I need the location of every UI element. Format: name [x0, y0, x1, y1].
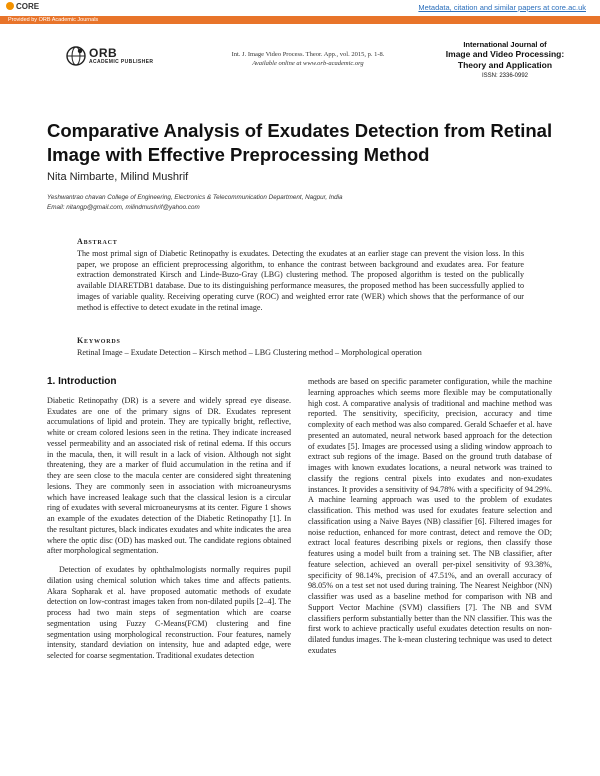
keywords-text: Retinal Image – Exudate Detection – Kirsch method – LBG Clustering method – Morphological operation	[77, 347, 422, 357]
keywords-heading: Keywords	[77, 336, 121, 345]
paper-authors: Nita Nimbarte, Milind Mushrif	[47, 171, 189, 183]
provider-bar	[0, 16, 600, 24]
publisher-name: ORB	[89, 46, 118, 60]
core-logo[interactable]: CORE	[6, 2, 39, 11]
intro-paragraph-1: Diabetic Retinopathy (DR) is a severe and widely spread eye disease. Exudates are one of the primary signs of DR. Exudates represent accumulations of lipid and protein. They are typically bright, reflective, white or cream colored lesions seen in the retina. They indicate increased vessel permeability and an associated risk of retinal edema. If this occurs in the macula, then, it will result in a lack of vision. Although not sight threatening, they are a marker of fluid accumulation in the retina and if they are seen close to the macula center are considered sight threatening lesions. They are commonly seen in association with microaneurysms which have increased leakage such that the classical lesion is a circular ring of exudates with several microaneurysms at its center. Figure 1 shows an example of the exudates detection of the Diabetic Retinopathy [1]. In the resultant pictures, black indicates exudates and white indicates the area where the optic disc (OD) has masked out. The candidate regions obtained after morphological segmentation.	[47, 395, 291, 556]
section-heading-introduction: 1. Introduction	[47, 376, 117, 387]
journal-line-2: Image and Video Processing:	[445, 49, 565, 59]
publisher-subtitle: ACADEMIC PUBLISHER	[89, 59, 154, 65]
journal-header	[0, 36, 600, 86]
citation-block	[208, 50, 408, 68]
abstract-section	[77, 237, 524, 314]
right-column	[308, 377, 552, 657]
citation-text: Int. J. Image Video Process. Theor. App., vol. 2015, p. 1-8.	[231, 51, 385, 58]
provided-by-link[interactable]: Provided by ORB Academic Journals	[8, 17, 99, 23]
left-column	[47, 377, 291, 662]
orb-globe-icon	[66, 46, 86, 66]
intro-paragraph-3: methods are based on specific parameter configuration, while the machine learning approaches which seems more flexible may be computationally high cost. A comparative analysis of traditional and machine method was reported. The sensitivity, specificity, precision, accuracy and time complexity of each method was also compared. Gerald Schaefer et al. have presented an automated, neural network based approach for the detection of exudates [5]. Images are processed using a sliding window approach to extract sub regions of the image. Based on the ground truth database of images with known exudates locations, a neural network was trained to classify the regions central pixels into exudates and non-exudates instances. It provides a sensitivity of 94.78% with a specificity of 94.29%. A machine learning approach was used to the problem of exudates classification. This method was used for exudates feature selection and classification using a Naive Bayes (NB) classifier [6]. Filtered images for noise reduction, enhanced for more contrast, detect and remove the OD; extract local features describing pixels or regions, then classify those features using a model built from a training set. The NB classifier, after feature selection, achieved an overall per-pixel sensitivity of 93.38%, specificity of 98.14%, precision of 47.51%, and an overall accuracy of 98.05% on a test set not used during training. The Nearest Neighbor (NN) classifier was used as a baseline method for comparison with NB and Support Vector Machine (SVM) classifiers [7]. The NB and SVM classifiers perform substantially better than the NN classifier. This was the first work to achieve practically useful exudates detection results on non-dilated fundus images. The k-mean clustering technique was used to detect exudates	[308, 377, 552, 655]
core-banner	[0, 0, 600, 15]
affiliation-text: Yeshwantrao chavan College of Engineering, Electronics & Telecommunication Department, Nagpur, India	[47, 194, 343, 201]
metadata-link[interactable]: Metadata, citation and similar papers at core.ac.uk	[418, 3, 586, 12]
abstract-heading: Abstract	[77, 237, 118, 246]
keywords-section	[77, 336, 524, 359]
journal-line-1: International Journal of	[463, 40, 547, 49]
journal-name	[425, 40, 585, 81]
author-affiliation	[47, 193, 567, 213]
availability-text: Available online at www.orb-academic.org	[252, 60, 364, 67]
author-email: Email: nitangp@gmail.com, milindmushrif@yahoo.com	[47, 204, 200, 211]
paper-title: Comparative Analysis of Exudates Detection from Retinal Image with Effective Preprocessing Method	[47, 120, 553, 165]
issn: ISSN: 2336-0992	[481, 73, 529, 79]
abstract-text: The most primal sign of Diabetic Retinopathy is exudates. Detecting the exudates at an earlier stage can prevent the vision loss. In this paper, we propose an efficient preprocessing algorithm, to enhance the contrast between background and exudates area. For feature extraction demonstrated Kirsch and Linde-Buzo-Gray (LBG) clustering method. The proposed algorithm is tested on the publically available DIARETDB1 database. Due to its distinguishing performance measures, the proposed method has been successfully applied to images of variable quality. Receiving operating curve (ROC) and weighted error rate (WER) which shows that the performance of our method is effective to detect exudate in the retinal image.	[77, 248, 524, 312]
intro-paragraph-2: Detection of exudates by ophthalmologists normally requires pupil dilation using chemical solution which takes time and affects patients. Akara Sopharak et al. have proposed automatic methods of exudate detection on low-contrast images taken from non-dilated pupils [2–4]. The process had two main steps of segmentation which are coarse segmentation using Fuzzy C-Means(FCM) clustering and fine segmentation using morphological reconstruction. Four features, namely intensity, standard deviation on intensity, hue and adapted edge, were selected for coarse segmentation. Traditional exudates detection	[47, 565, 291, 660]
publisher-logo	[66, 46, 176, 68]
core-logo-icon	[6, 2, 14, 10]
journal-line-3: Theory and Application	[457, 60, 553, 70]
